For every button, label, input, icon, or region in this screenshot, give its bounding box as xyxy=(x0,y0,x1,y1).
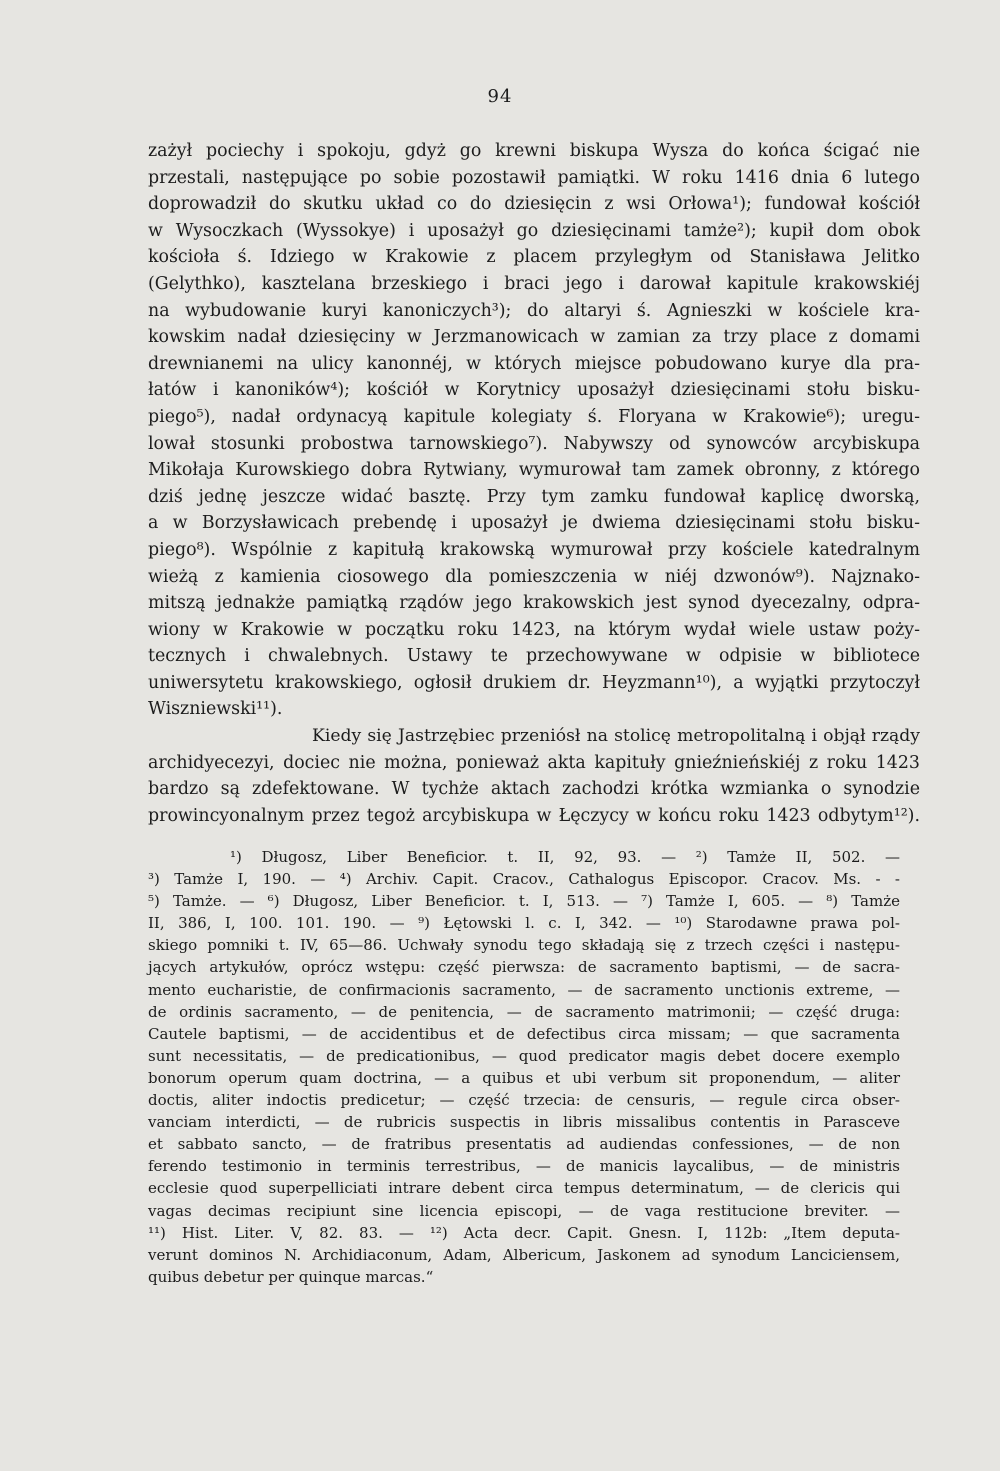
footnote-line: ⁵) Tamże. — ⁶) Długosz, Liber Beneficior. t. I, 513. — ⁷) Tamże I, 605. — ⁸) Tamże xyxy=(148,892,900,911)
text-line: piego⁵), nadał ordynacyą kapitule kolegiaty ś. Floryana w Krakowie⁶); uregu- xyxy=(148,406,920,427)
footnote-line: ³) Tamże I, 190. — ⁴) Archiv. Capit. Cracov., Cathalogus Episcopor. Cracov. Ms. - - xyxy=(148,870,900,889)
text-line: (Gelythko), kasztelana brzeskiego i braci jego i darował kapitule krakowskiéj xyxy=(148,273,920,294)
footnote-line: ecclesie quod superpelliciati intrare debent circa tempus determinatum, — de clericis qui xyxy=(148,1179,900,1198)
text-line: bardzo są zdefektowane. W tychże aktach zachodzi krótka wzmianka o synodzie xyxy=(148,779,920,800)
footnotes xyxy=(148,846,900,1288)
footnote-line: mento eucharistie, de confirmacionis sacramento, — de sacramento unctionis extreme, — xyxy=(148,980,900,999)
text-line: a w Borzysławicach prebendę i uposażył je dwiema dziesięcinami stołu bisku- xyxy=(148,513,920,534)
footnote-line: et sabbato sancto, — de fratribus presentatis ad audiendas confessiones, — de non xyxy=(148,1135,900,1154)
text-line: prowincyonalnym przez tegoż arcybiskupa w Łęczycy w końcu roku 1423 odbytym¹²). xyxy=(148,805,920,826)
text-line: lował stosunki probostwa tarnowskiego⁷). Nabywszy od synowców arcybiskupa xyxy=(148,433,920,454)
text-line: archidyecezyi, dociec nie można, ponieważ akta kapituły gnieźnieńskiéj z roku 1423 xyxy=(148,752,920,773)
footnote-line: jących artykułów, oprócz wstępu: część pierwsza: de sacramento baptismi, — de sacra- xyxy=(148,958,900,977)
page-number: 94 xyxy=(487,86,513,107)
text-line: uniwersytetu krakowskiego, ogłosił drukiem dr. Heyzmann¹⁰), a wyjątki przytoczył xyxy=(148,672,920,693)
main-text xyxy=(148,138,920,829)
footnote-line: Cautele baptismi, — de accidentibus et de defectibus circa missam; — que sacramenta xyxy=(148,1024,900,1043)
footnote-line: de ordinis sacramento, — de penitencia, — de sacramento matrimonii; — część druga: xyxy=(148,1002,900,1021)
text-line: Mikołaja Kurowskiego dobra Rytwiany, wymurował tam zamek obronny, z którego xyxy=(148,460,920,481)
text-line: na wybudowanie kuryi kanoniczych³); do altaryi ś. Agnieszki w kościele kra- xyxy=(148,300,920,321)
text-line: wieżą z kamienia ciosowego dla pomieszczenia w niéj dzwonów⁹). Najznako- xyxy=(148,566,920,587)
text-line: doprowadził do skutku układ co do dziesięcin z wsi Orłowa¹); fundował kościół xyxy=(148,194,920,215)
footnote-line: ¹) Długosz, Liber Beneficior. t. II, 92, 93. — ²) Tamże II, 502. — xyxy=(230,848,900,866)
footnote-line: quibus debetur per quinque marcas.“ xyxy=(148,1267,434,1286)
text-line: drewnianemi na ulicy kanonnéj, w których miejsce pobudowano kurye dla pra- xyxy=(148,353,920,374)
text-line: zażył pociechy i spokoju, gdyż go krewni biskupa Wysza do końca ścigać nie xyxy=(148,141,920,161)
text-line: kościoła ś. Idziego w Krakowie z placem przyległym od Stanisława Jelitko xyxy=(148,247,920,268)
text-line: Wiszniewski¹¹). xyxy=(148,699,283,720)
footnote-line: ferendo testimonio in terminis terrestribus, — de manicis laycalibus, — de ministris xyxy=(148,1157,900,1176)
text-line: tecznych i chwalebnych. Ustawy te przechowywane w odpisie w bibliotece xyxy=(148,646,920,667)
text-line: w Wysoczkach (Wyssokye) i uposażył go dziesięcinami tamże²); kupił dom obok xyxy=(148,220,920,241)
text-line: łatów i kanoników⁴); kościół w Korytnicy uposażył dziesięcinami stołu bisku- xyxy=(148,380,920,401)
footnote-line: II, 386, I, 100. 101. 190. — ⁹) Łętowski l. c. I, 342. — ¹⁰) Starodawne prawa pol- xyxy=(148,914,900,933)
footnote-line: vanciam interdicti, — de rubricis suspectis in libris missalibus contentis in Parasceve xyxy=(148,1113,900,1132)
text-line: dziś jednę jeszcze widać basztę. Przy tym zamku fundował kaplicę dworską, xyxy=(148,486,920,507)
footnote-line: ¹¹) Hist. Liter. V, 82. 83. — ¹²) Acta decr. Capit. Gnesn. I, 112b: „Item deputa- xyxy=(148,1223,900,1242)
footnote-line: doctis, aliter indoctis predicetur; — część trzecia: de censuris, — regule circa obser- xyxy=(148,1091,900,1110)
footnote-line: bonorum operum quam doctrina, — a quibus et ubi verbum sit proponendum, — aliter xyxy=(148,1068,900,1087)
text-line: kowskim nadał dziesięciny w Jerzmanowicach w zamian za trzy place z domami xyxy=(148,327,920,348)
footnote-line: vagas decimas recipiunt sine licencia episcopi, — de vaga restitucione breviter. — xyxy=(148,1201,900,1220)
footnote-line: sunt necessitatis, — de predicationibus, — quod predicator magis debet docere exemplo xyxy=(148,1046,900,1065)
text-line: piego⁸). Wspólnie z kapitułą krakowską wymurował przy kościele katedralnym xyxy=(148,539,920,560)
text-line: przestali, następujące po sobie pozostawił pamiątki. W roku 1416 dnia 6 lutego xyxy=(148,167,920,188)
footnote-line: verunt dominos N. Archidiaconum, Adam, Albericum, Jaskonem ad synodum Lanciciensem, xyxy=(148,1245,900,1264)
text-line: wiony w Krakowie w początku roku 1423, na którym wydał wiele ustaw poży- xyxy=(148,619,920,640)
text-line: Kiedy się Jastrzębiec przeniósł na stolicę metropolitalną i objął rządy xyxy=(312,726,920,747)
footnote-line: skiego pomniki t. IV, 65—86. Uchwały synodu tego składają się z trzech części i następu- xyxy=(148,936,900,955)
text-line: mitszą jednakże pamiątką rządów jego krakowskich jest synod dyecezalny, odpra- xyxy=(148,593,920,614)
